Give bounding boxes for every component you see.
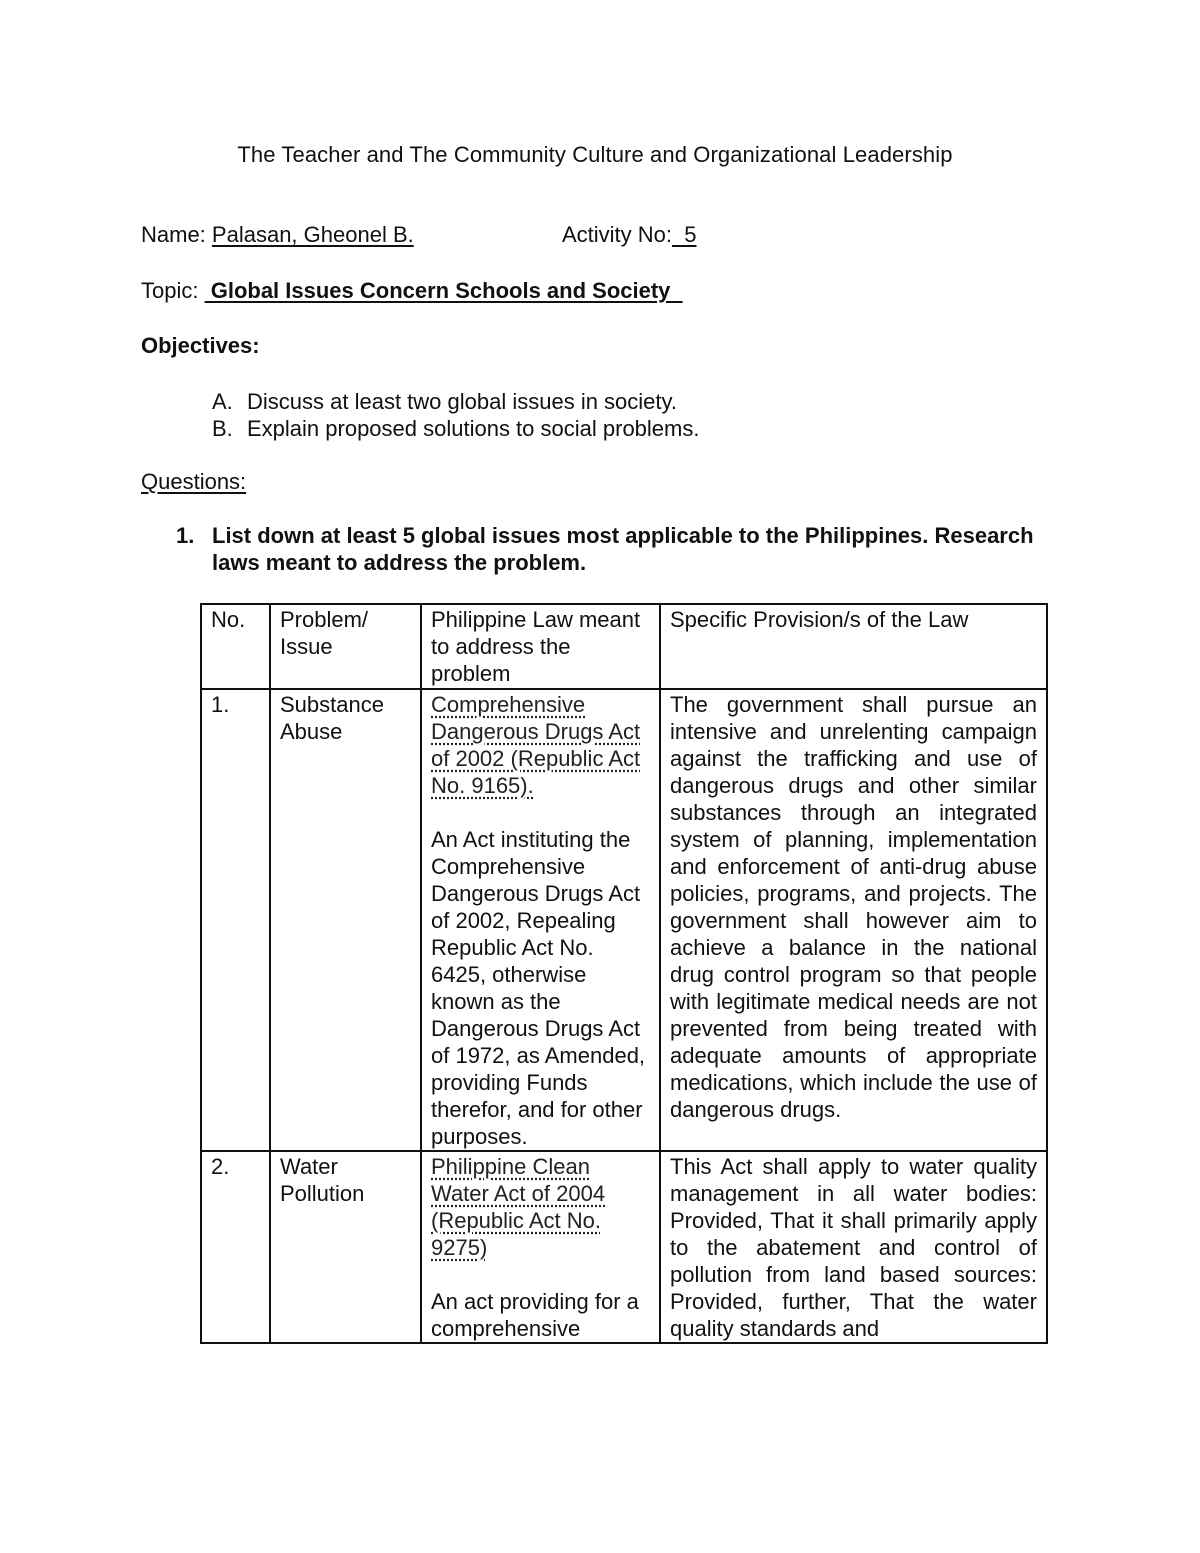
question-text: List down at least 5 global issues most applicable to the Philippines. Research laws meant to address the problem. [212, 523, 1034, 575]
cell-law [421, 1151, 660, 1343]
header-law: Philippine Law meant to address the problem [421, 604, 660, 689]
list-item [212, 415, 699, 442]
header-no: No. [201, 604, 270, 689]
cell-provision: The government shall pursue an intensive and unrelenting campaign against the trafficking and use of dangerous drugs and other similar substances through an integrated system of planning, implementation and enforcement of anti-drug abuse policies, programs, and projects. The government shall however aim to achieve a balance in the national drug control program so that people with legitimate medical needs are not prevented from being treated with adequate amounts of appropriate medications, which include the use of dangerous drugs. [660, 689, 1047, 1151]
table-header-row [201, 604, 1047, 689]
topic-value: Global Issues Concern Schools and Society [204, 278, 683, 303]
questions-heading: Questions: [141, 469, 247, 494]
law-title-link[interactable]: Philippine Clean Water Act of 2004 (Republic Act No. 9275) [431, 1154, 606, 1260]
list-marker: B. [212, 416, 233, 441]
cell-no: 1. [201, 689, 270, 1151]
question-number: 1. [176, 523, 195, 548]
topic-label: Topic: [141, 278, 199, 303]
activity-label: Activity No: [562, 222, 673, 247]
objectives-list [212, 388, 699, 442]
list-item [212, 388, 699, 415]
activity-line [562, 222, 697, 248]
header-provision: Specific Provision/s of the Law [660, 604, 1047, 689]
topic-line [141, 278, 683, 304]
table-row [201, 689, 1047, 1151]
cell-problem: Substance Abuse [270, 689, 421, 1151]
law-title-link[interactable]: Comprehensive Dangerous Drugs Act of 2002 (Republic Act No. 9165). [431, 692, 641, 798]
law-description: An Act instituting the Comprehensive Dangerous Drugs Act of 2002, Repealing Republic Act No. 6425, otherwise known as the Dangerous Drugs Act of 1972, as Amended, providing Funds therefor, and for other purposes. [431, 827, 646, 1149]
activity-value: 5 [672, 222, 697, 247]
law-description: An act providing for a comprehensive [431, 1289, 639, 1341]
table-row [201, 1151, 1047, 1343]
document-title: The Teacher and The Community Culture and Organizational Leadership [237, 142, 953, 167]
cell-law [421, 689, 660, 1151]
laws-table [200, 603, 1048, 1344]
name-label: Name: [141, 222, 206, 247]
objectives-heading: Objectives: [141, 333, 260, 358]
list-marker: A. [212, 389, 233, 414]
question-1 [176, 522, 1036, 576]
list-text: Discuss at least two global issues in society. [247, 389, 677, 414]
cell-no: 2. [201, 1151, 270, 1343]
cell-provision: This Act shall apply to water quality management in all water bodies: Provided, That it shall primarily apply to the abatement and control of pollution from land based sources: Provided, further, That the water quality standards and [660, 1151, 1047, 1343]
list-text: Explain proposed solutions to social problems. [247, 416, 700, 441]
name-line [141, 222, 414, 248]
name-value: Palasan, Gheonel B. [211, 222, 414, 247]
header-problem: Problem/ Issue [270, 604, 421, 689]
cell-problem: Water Pollution [270, 1151, 421, 1343]
